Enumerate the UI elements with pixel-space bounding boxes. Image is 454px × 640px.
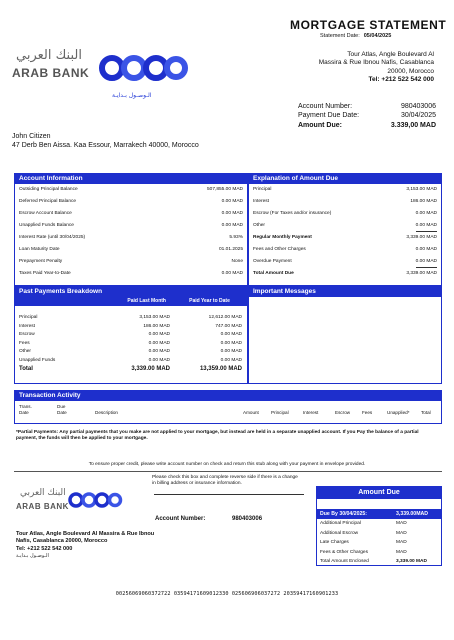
past-payment-last: 3,153.00 MAD (139, 315, 170, 320)
important-messages-panel (248, 286, 442, 384)
col-interest: Interest (303, 410, 319, 415)
due-row-label: Additional Principal (320, 521, 361, 526)
amount-due-row (298, 121, 436, 130)
info-row (15, 196, 247, 208)
bank-address-line: Tour Atlas, Angle Boulevard Al (347, 51, 434, 58)
due-row (317, 548, 441, 558)
info-label: Deferred Principal Balance (19, 199, 77, 204)
info-row (15, 268, 247, 280)
info-value: 5.93% (229, 235, 243, 240)
info-label: Interest Rate (until 30/04/2025) (19, 235, 86, 240)
explanation-row (249, 184, 441, 196)
col-due-date-label: Date (57, 409, 67, 415)
bank-phone: Tel: +212 522 542 000 (368, 76, 434, 84)
info-label: Taxes Paid Year-to-Date (19, 271, 71, 276)
due-by-label: Due By 30/04/2025: (320, 511, 368, 517)
explanation-value: 3,339.00 MAD (406, 235, 437, 240)
info-value: None (231, 259, 243, 264)
micr-line: 0025606906037272‌2 03594171609012330 0256069060372‌72 20359417160901233 (115, 591, 339, 597)
important-messages-heading: Important Messages (249, 287, 441, 297)
past-payment-last: 186.00 MAD (143, 323, 170, 329)
info-value: 0.00 MAD (221, 199, 243, 204)
explanation-row (249, 268, 441, 280)
info-row (15, 256, 247, 268)
info-row (15, 220, 247, 232)
explanation-panel (248, 173, 442, 286)
col-trans-date (19, 404, 32, 415)
stub-account-number: 980403006 (232, 516, 263, 522)
logo-english-name: ARAB BANK (12, 66, 90, 80)
account-summary (298, 102, 436, 130)
past-payment-total-ytd: 13,359.00 MAD (199, 366, 242, 372)
address-change-checkbox-line[interactable] (154, 490, 304, 495)
explanation-label: Principal (253, 187, 272, 192)
bank-address-line: 20000, Morocco (387, 67, 434, 75)
due-row (317, 538, 441, 548)
due-row-value[interactable]: MAD (396, 549, 407, 555)
paid-year-to-date-header: Paid Year to Date (172, 297, 247, 306)
info-row (15, 184, 247, 196)
info-row (15, 208, 247, 220)
col-escrow: Escrow (335, 410, 351, 415)
explanation-label: Interest (253, 199, 269, 204)
info-label: Escrow Account Balance (19, 211, 72, 216)
amount-due-value: 3.339,00 MAD (390, 121, 436, 129)
account-number-row (298, 102, 436, 111)
past-payment-ytd: 747.00 MAD (215, 323, 242, 329)
transaction-activity-panel (14, 390, 442, 424)
past-payment-label: Other (19, 349, 31, 354)
info-label: Unapplied Funds Balance (19, 223, 74, 228)
col-fees: Fees (362, 410, 373, 415)
past-payment-label: Unapplied Funds (19, 357, 56, 363)
explanation-label: Escrow (For Taxes and/or insurance) (253, 211, 332, 216)
past-payment-total-label: Total (19, 366, 33, 372)
explanation-row (249, 196, 441, 208)
info-value: 01.01.2025 (218, 247, 243, 252)
past-payments-subheader (15, 297, 247, 306)
col-total: Total (421, 410, 431, 415)
due-row (317, 519, 441, 529)
past-payment-row (15, 331, 247, 340)
bank-logo (12, 44, 192, 104)
payment-due-date-label: Payment Due Date: (298, 112, 360, 120)
stub-logo-english-name: ARAB BANK (16, 502, 69, 511)
past-payment-row (15, 348, 247, 357)
stub-address-line: Tour Atlas, Angle Boulevard Al Massira & Rue Ibnou (16, 531, 155, 537)
col-due-label: Due (57, 404, 66, 409)
due-row-value[interactable]: MAD (396, 521, 407, 526)
past-payments-panel (14, 286, 248, 384)
col-unapplied: Unapplied* (387, 410, 410, 415)
customer-block (12, 132, 199, 150)
explanation-row (249, 220, 441, 232)
explanation-row (249, 208, 441, 220)
address-change-note: Please check this box and complete reverse side if there is a change in billing address or insurance information. (152, 475, 298, 487)
info-value: 0.00 MAD (221, 223, 243, 228)
col-description: Description (95, 410, 118, 415)
stub-separator (14, 471, 442, 472)
customer-name: John Citizen (12, 133, 51, 140)
info-row (15, 244, 247, 256)
explanation-value: 0.00 MAD (416, 220, 437, 232)
past-payment-ytd: 0.00 MAD (220, 357, 242, 363)
explanation-row (249, 256, 441, 268)
paid-last-month-header: Paid Last Month (95, 297, 172, 306)
bank-address (319, 51, 434, 85)
past-payment-ytd: 0.00 MAD (220, 340, 242, 346)
info-value: 0.00 MAD (221, 211, 243, 216)
explanation-value: 0.00 MAD (415, 211, 437, 216)
past-payment-row (15, 357, 247, 366)
proper-credit-note: To ensure proper credit, please write account number on check and return this stub along with your payment in envelope provided. (88, 462, 366, 467)
past-payment-row (15, 314, 247, 323)
past-payment-total-row (15, 365, 247, 374)
col-principal: Principal (271, 410, 289, 415)
explanation-value: 0.00 MAD (415, 247, 437, 252)
past-payment-ytd: 0.00 MAD (220, 332, 242, 337)
due-row (317, 557, 441, 567)
bank-address-line: Massira & Rue Ibnou Nafis, Casablanca (318, 59, 434, 67)
stub-slogan: الـوصـول بـدايـة (16, 552, 49, 559)
past-payment-last: 0.00 MAD (148, 340, 170, 346)
due-row-label: Total Amount Enclosed (320, 559, 369, 564)
info-value: 0.00 MAD (221, 271, 243, 276)
payment-due-date-row (298, 111, 436, 120)
col-due-date (57, 404, 67, 415)
past-payment-ytd: 12,612.00 MAD (208, 315, 242, 320)
past-payment-label: Escrow (19, 332, 35, 337)
past-payment-last: 0.00 MAD (148, 349, 170, 354)
explanation-label: Total Amount Due (253, 271, 294, 276)
logo-arabic-name: البنك العربي (16, 48, 82, 63)
info-label: Prepayment Penalty (19, 259, 63, 264)
stub-bank-logo (16, 488, 126, 522)
explanation-row (249, 244, 441, 256)
explanation-heading: Explanation of Amount Due (249, 174, 441, 184)
past-payment-label: Interest (19, 323, 35, 329)
due-row (317, 529, 441, 539)
stub-logo-rings-icon (68, 488, 124, 512)
explanation-value: 3,153.00 MAD (406, 187, 437, 192)
col-amount: Amount (243, 410, 259, 415)
logo-rings-icon (98, 48, 190, 88)
account-number-value: 980403006 (400, 103, 436, 110)
info-row (15, 232, 247, 244)
past-payment-label: Principal (19, 315, 38, 320)
explanation-label: Other (253, 223, 265, 228)
past-payments-heading: Past Payments Breakdown (15, 287, 247, 297)
transaction-activity-heading: Transaction Activity (15, 391, 441, 401)
past-payment-row (15, 323, 247, 332)
statement-date-label: Statement Date: (320, 33, 360, 39)
explanation-label: Fees and Other Charges (253, 247, 306, 252)
account-information-heading: Account Information (15, 174, 247, 184)
past-payment-row (15, 340, 247, 349)
explanation-row (249, 232, 441, 244)
statement-title: MORTGAGE STATEMENT (290, 18, 447, 32)
partial-payments-note: *Partial Payments: Any partial payments that you make are not applied to your mortgage, but instead are held in a separate unapplied account. If you Pay the balance of a partial payment, the funds will then be applied to your mortgage. (16, 430, 419, 442)
col-trans-date-label: Date (19, 409, 29, 415)
past-payment-last: 0.00 MAD (148, 332, 170, 337)
due-row-value[interactable]: MAD (396, 540, 407, 545)
account-information-panel (14, 173, 248, 286)
col-trans-label: Trans. (19, 404, 32, 409)
due-row-label: Additional Escrow (320, 530, 359, 536)
info-label: Loan Maturity Date (19, 247, 60, 252)
stub-address-line: Tel: +212 522 542 000 (16, 545, 73, 552)
explanation-label: Regular Monthly Payment (253, 235, 312, 240)
past-payment-total-last: 3,339.00 MAD (131, 366, 170, 372)
explanation-value: 3,339.00 MAD (406, 271, 437, 276)
customer-address: 47 Derb Ben Aissa. Kaa Essour, Marrakech 40000, Morocco (12, 142, 199, 150)
amount-due-label: Amount Due: (298, 121, 342, 129)
due-row-label: Late Charges (320, 540, 349, 545)
info-value: 507,855.00 MAD (206, 187, 243, 192)
statement-date-value: 05/04/2025 (363, 33, 392, 39)
stub-bank-address (16, 531, 166, 559)
stub-logo-arabic-name: البنك العربي (20, 488, 66, 498)
stub-address-line: Nafis, Casablanca 20000, Morocco (16, 538, 108, 545)
due-row-label: Fees & Other Charges (320, 549, 368, 555)
amount-due-heading: Amount Due (317, 487, 441, 499)
past-payment-last: 0.00 MAD (148, 357, 170, 363)
due-row-value[interactable]: MAD (396, 530, 407, 536)
past-payment-ytd: 0.00 MAD (220, 349, 242, 354)
due-row-value[interactable]: 3,339.00 MAD (396, 559, 427, 564)
explanation-value: 186.00 MAD (410, 199, 437, 204)
info-label: Outsiding Principal Balance (19, 187, 78, 192)
statement-date (320, 33, 391, 39)
past-payment-label: Fees (19, 340, 30, 346)
explanation-label: Overdue Payment (253, 259, 292, 264)
account-number-label: Account Number: (298, 103, 353, 110)
payment-due-date-value: 30/04/2025 (400, 112, 436, 120)
logo-slogan: الـوصـول بـدايـة (112, 92, 152, 99)
explanation-value: 0.00 MAD (416, 256, 437, 268)
due-by-value: 3,339.00MAD (396, 511, 429, 517)
amount-due-box (316, 486, 442, 566)
stub-account-label: Account Number: (155, 516, 206, 522)
due-by-row (317, 509, 441, 519)
